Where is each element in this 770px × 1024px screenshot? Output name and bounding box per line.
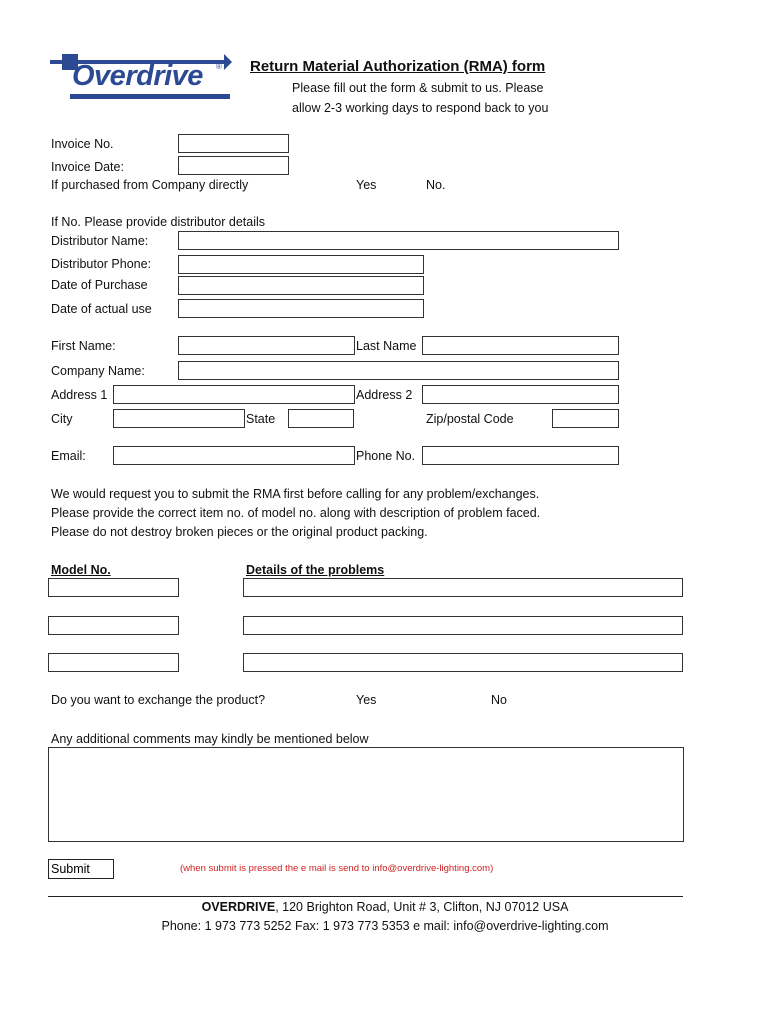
- distributor-phone-input[interactable]: [178, 255, 424, 274]
- company-name-input[interactable]: [178, 361, 619, 380]
- instruction-line-1: We would request you to submit the RMA first before calling for any problem/exchanges.: [51, 487, 540, 501]
- city-label: City: [51, 412, 73, 426]
- model-no-header: Model No.: [51, 563, 111, 577]
- distributor-name-input[interactable]: [178, 231, 619, 250]
- invoice-no-input[interactable]: [178, 134, 289, 153]
- comments-label: Any additional comments may kindly be mentioned below: [51, 732, 369, 746]
- subtitle-line-1: Please fill out the form & submit to us. Please: [292, 81, 544, 95]
- company-name-label: Company Name:: [51, 364, 145, 378]
- invoice-date-label: Invoice Date:: [51, 160, 124, 174]
- last-name-input[interactable]: [422, 336, 619, 355]
- logo-registered-mark: ®: [216, 62, 222, 71]
- distributor-phone-label: Distributor Phone:: [51, 257, 152, 271]
- subtitle-line-2: allow 2-3 working days to respond back to you: [292, 101, 549, 115]
- logo-wordmark: Overdrive: [72, 60, 203, 92]
- instruction-line-2: Please provide the correct item no. of model no. along with description of problem faced.: [51, 506, 541, 520]
- footer-address-text: , 120 Brighton Road, Unit # 3, Clifton, NJ 07012 USA: [275, 900, 569, 914]
- purchased-direct-label: If purchased from Company directly: [51, 178, 249, 192]
- purchase-date-label: Date of Purchase: [51, 278, 148, 292]
- footer-divider: [48, 896, 683, 897]
- address-2-label: Address 2: [356, 388, 413, 402]
- invoice-date-input[interactable]: [178, 156, 289, 175]
- last-name-label: Last Name: [356, 339, 417, 353]
- problem-details-input-3[interactable]: [243, 653, 683, 672]
- zip-code-label: Zip/postal Code: [426, 412, 514, 426]
- distributor-intro: If No. Please provide distributor details: [51, 215, 265, 229]
- address-1-label: Address 1: [51, 388, 108, 402]
- problem-details-input-2[interactable]: [243, 616, 683, 635]
- model-no-input-2[interactable]: [48, 616, 179, 635]
- instruction-line-3: Please do not destroy broken pieces or the original product packing.: [51, 525, 428, 539]
- invoice-no-label: Invoice No.: [51, 137, 114, 151]
- comments-textarea[interactable]: [48, 747, 684, 842]
- problem-details-header: Details of the problems: [246, 563, 385, 577]
- city-input[interactable]: [113, 409, 245, 428]
- phone-no-input[interactable]: [422, 446, 619, 465]
- company-logo: [48, 48, 232, 110]
- state-label: State: [246, 412, 276, 426]
- problem-details-input-1[interactable]: [243, 578, 683, 597]
- purchased-direct-yes-option[interactable]: Yes: [356, 178, 377, 192]
- purchased-direct-no-option[interactable]: No.: [426, 178, 446, 192]
- exchange-question: Do you want to exchange the product?: [51, 693, 266, 707]
- page-title: Return Material Authorization (RMA) form: [250, 58, 546, 75]
- state-input[interactable]: [288, 409, 354, 428]
- address-2-input[interactable]: [422, 385, 619, 404]
- actual-use-date-label: Date of actual use: [51, 302, 152, 316]
- footer-contact: Phone: 1 973 773 5252 Fax: 1 973 773 5353 e mail: info@overdrive-lighting.com: [161, 919, 609, 933]
- model-no-input-1[interactable]: [48, 578, 179, 597]
- first-name-label: First Name:: [51, 339, 116, 353]
- footer-company-name: OVERDRIVE: [201, 900, 276, 914]
- purchase-date-input[interactable]: [178, 276, 424, 295]
- email-input[interactable]: [113, 446, 355, 465]
- exchange-yes-option[interactable]: Yes: [356, 693, 377, 707]
- model-no-input-3[interactable]: [48, 653, 179, 672]
- submit-note: (when submit is pressed the e mail is send to info@overdrive-lighting.com): [180, 863, 494, 874]
- submit-button[interactable]: Submit: [48, 859, 114, 879]
- footer-address: [0, 900, 770, 914]
- actual-use-date-input[interactable]: [178, 299, 424, 318]
- distributor-name-label: Distributor Name:: [51, 234, 149, 248]
- exchange-no-option[interactable]: No: [491, 693, 507, 707]
- zip-code-input[interactable]: [552, 409, 619, 428]
- phone-no-label: Phone No.: [356, 449, 416, 463]
- address-1-input[interactable]: [113, 385, 355, 404]
- first-name-input[interactable]: [178, 336, 355, 355]
- email-label: Email:: [51, 449, 86, 463]
